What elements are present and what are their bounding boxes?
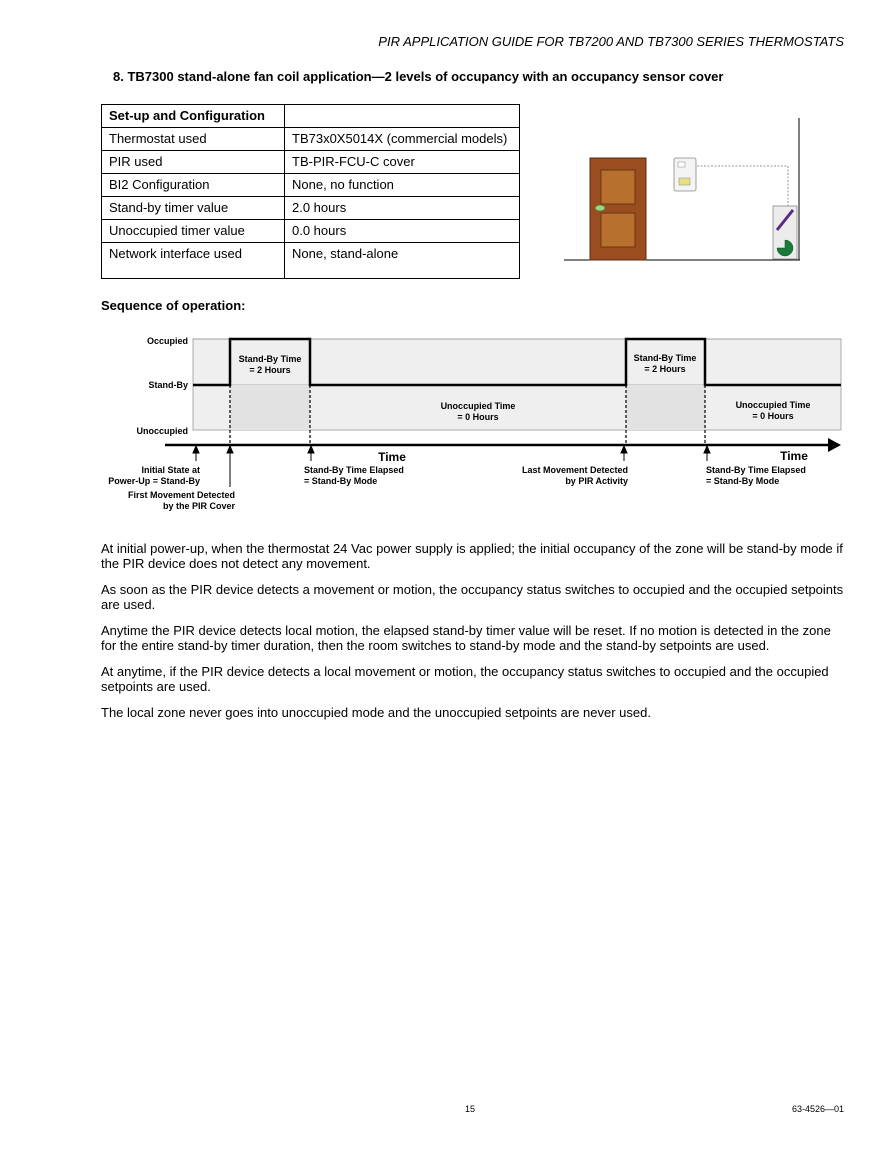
door-handle <box>595 205 605 211</box>
occupancy-timing-diagram <box>95 330 855 520</box>
event-arrows <box>193 446 710 487</box>
table-header-cell: Set-up and Configuration <box>102 105 285 128</box>
table-cell: PIR used <box>102 151 285 174</box>
page-header: PIR APPLICATION GUIDE FOR TB7200 AND TB7300 SERIES THERMOSTATS <box>378 34 844 49</box>
page-number: 15 <box>465 1104 476 1114</box>
time-label-2: Time <box>780 449 808 463</box>
event-first-line1: First Movement Detected <box>127 490 235 500</box>
section-title: 8. TB7300 stand-alone fan coil application—2 levels of occupancy with an occupancy sensor cover <box>113 69 724 84</box>
table-cell: TB-PIR-FCU-C cover <box>285 151 520 174</box>
table-cell: None, no function <box>285 174 520 197</box>
table-row <box>102 174 520 197</box>
thermostat-sensor <box>678 162 685 167</box>
door-panel-bottom <box>601 213 635 247</box>
unoccupied-box-1-line2: = 0 Hours <box>457 412 499 422</box>
wiring-line <box>697 166 788 206</box>
event-initial-line1: Initial State at <box>141 465 200 475</box>
table-cell: None, stand-alone <box>285 243 520 279</box>
table-cell: Stand-by timer value <box>102 197 285 220</box>
table-row <box>102 151 520 174</box>
standby-box-1-line1: Stand-By Time <box>238 354 302 364</box>
level-label-standby: Stand-By <box>148 380 188 390</box>
event-elapsed2-line1: Stand-By Time Elapsed <box>706 465 806 475</box>
level-label-occupied: Occupied <box>146 336 188 346</box>
event-first-line2: by the PIR Cover <box>162 501 235 511</box>
table-row <box>102 220 520 243</box>
sequence-title: Sequence of operation: <box>101 298 246 313</box>
table-row <box>102 197 520 220</box>
table-cell: Network interface used <box>102 243 285 279</box>
table-header-cell <box>285 105 520 128</box>
table-cell: 2.0 hours <box>285 197 520 220</box>
table-cell: BI2 Configuration <box>102 174 285 197</box>
room-illustration <box>562 118 802 264</box>
event-elapsed2-line2: = Stand-By Mode <box>706 476 780 486</box>
standby-shade-2 <box>626 385 705 430</box>
standby-box-1-line2: = 2 Hours <box>249 365 291 375</box>
body-text <box>101 541 846 731</box>
thermostat-display <box>679 178 690 185</box>
table-header-row <box>102 105 520 128</box>
event-elapsed1-line1: Stand-By Time Elapsed <box>304 465 404 475</box>
table-row <box>102 243 520 279</box>
level-label-unoccupied: Unoccupied <box>136 426 188 436</box>
event-last-line1: Last Movement Detected <box>521 465 628 475</box>
paragraph: At initial power-up, when the thermostat 24 Vac power supply is applied; the initial occupancy of the zone will be stand-by mode if the PIR device does not detect any movement. <box>101 541 843 571</box>
paragraph: As soon as the PIR device detects a movement or motion, the occupancy status switches to occupied and the occupied setpoints are used. <box>101 582 844 612</box>
event-initial-line2: Power-Up = Stand-By <box>108 476 200 486</box>
standby-shade-1 <box>230 385 310 430</box>
standby-box-2-line2: = 2 Hours <box>644 364 686 374</box>
table-cell: Thermostat used <box>102 128 285 151</box>
door-panel-top <box>601 170 635 204</box>
unoccupied-box-2-line2: = 0 Hours <box>752 411 794 421</box>
paragraph: At anytime, if the PIR device detects a local movement or motion, the occupancy status switches to occupied and the occupied setpoints are used. <box>101 664 829 694</box>
setup-table <box>101 104 520 279</box>
table-cell: 0.0 hours <box>285 220 520 243</box>
event-last-line2: by PIR Activity <box>565 476 628 486</box>
paragraph: The local zone never goes into unoccupied mode and the unoccupied setpoints are never used. <box>101 705 651 720</box>
standby-box-2-line1: Stand-By Time <box>633 353 697 363</box>
time-label-1: Time <box>378 450 406 464</box>
table-cell: TB73x0X5014X (commercial models) <box>285 128 520 151</box>
time-axis-arrowhead <box>828 438 841 452</box>
unoccupied-box-1-line1: Unoccupied Time <box>440 401 516 411</box>
event-elapsed1-line2: = Stand-By Mode <box>304 476 378 486</box>
paragraph: Anytime the PIR device detects local motion, the elapsed stand-by timer value will be reset. If no motion is detected in the zone for the entire stand-by timer duration, then the room switches to stand-by mode and the stand-by setpoints are used. <box>101 623 831 653</box>
table-cell: Unoccupied timer value <box>102 220 285 243</box>
unoccupied-box-2-line1: Unoccupied Time <box>735 400 811 410</box>
table-row <box>102 128 520 151</box>
document-number: 63-4526—01 <box>791 1104 844 1114</box>
